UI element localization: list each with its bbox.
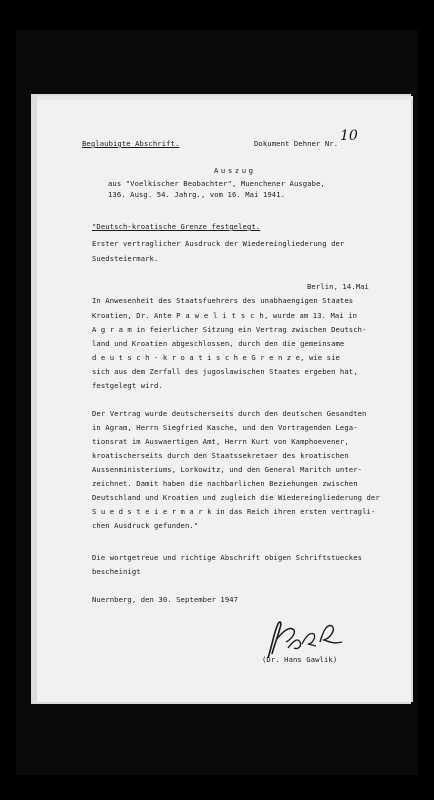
- para2-line: kroatischerseits durch den Staatssekretaer des kroatischen: [92, 451, 349, 460]
- para1-line: A g r a m in feierlicher Sitzung ein Vertrag zwischen Deutsch-: [92, 325, 367, 334]
- place-and-date: Nuernberg, den 30. September 1947: [92, 595, 239, 604]
- signer-name: (Dr. Hans Gawlik): [262, 655, 338, 664]
- para2-line: zeichnet. Damit haben die nachbarlichen Beziehungen zwischen: [92, 479, 358, 488]
- article-headline: "Deutsch-kroatische Grenze festgelegt.: [92, 222, 261, 231]
- para1-line: land und Kroatien abgeschlossen, durch den die gemeinsame: [92, 339, 345, 348]
- document-label: Dokument Dehner Nr.: [254, 139, 339, 148]
- article-subhead-1: Erster vertraglicher Ausdruck der Wiedereingliederung der: [92, 239, 345, 248]
- para2-line: tionsrat im Auswaertigen Amt, Herrn Kurt von Kamphoevener,: [92, 437, 349, 446]
- certification-line-1: Die wortgetreue und richtige Abschrift obigen Schriftstueckes: [92, 553, 363, 562]
- article-subhead-2: Suedsteiermark.: [92, 254, 159, 263]
- certification-line-2: bescheinigt: [92, 567, 141, 576]
- para1-line: d e u t s c h - k r o a t i s c h e G r e n z e, wie sie: [92, 353, 340, 362]
- para2-line: Der Vertrag wurde deutscherseits durch den deutschen Gesandten: [92, 409, 367, 418]
- para1-line: sich aus dem Zerfall des jugoslawischen Staates ergeben hat,: [92, 367, 358, 376]
- para2-line: Deutschland und Kroatien und zugleich die Wiedereingliederung der: [92, 493, 380, 502]
- para2-line: S u e d s t e i e r m a r k in das Reich ihren ersten vertragli-: [92, 507, 376, 516]
- para2-line: Aussenministeriums, Lorkowitz, und den General Maritch unter-: [92, 465, 363, 474]
- page-edge: [37, 96, 413, 100]
- para1-line: Kroatien, Dr. Ante P a w e l i t s c h, wurde am 13. Mai in: [92, 311, 358, 320]
- dateline: Berlin, 14.Mai: [307, 282, 369, 291]
- document-page: [37, 98, 413, 702]
- para1-line: festgelegt wird.: [92, 381, 163, 390]
- para2-line: chen Ausdruck gefunden.": [92, 521, 199, 530]
- source-line-1: aus "Voelkischer Beobachter", Muenchener Ausgabe,: [108, 179, 325, 188]
- certified-copy-title: Beglaubigte Abschrift.: [82, 139, 180, 148]
- para1-line: In Anwesenheit des Staatsfuehrers des unabhaengigen Staates: [92, 296, 354, 305]
- para2-line: in Agram, Herrn Siegfried Kasche, und den Vortragenden Lega-: [92, 423, 358, 432]
- extract-title: Auszug: [214, 166, 256, 175]
- handwritten-document-number: 10: [340, 128, 358, 144]
- source-line-2: 136. Ausg. 54. Jahrg., vom 16. Mai 1941.: [108, 190, 286, 199]
